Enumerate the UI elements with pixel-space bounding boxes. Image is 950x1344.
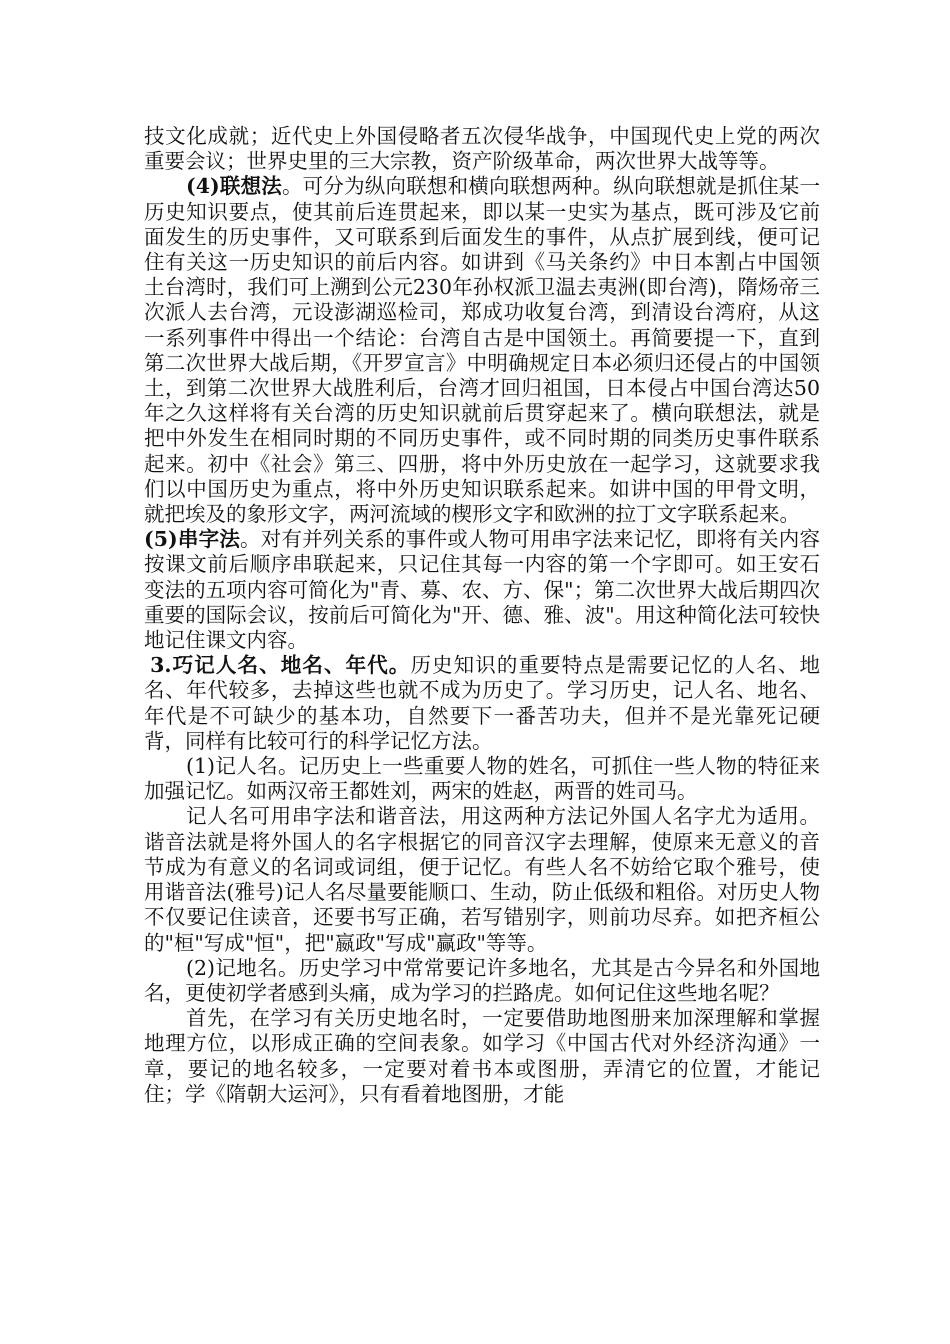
section-heading: (4)联想法 bbox=[186, 174, 282, 199]
paragraph-memorize-place-names bbox=[144, 956, 820, 1006]
paragraph-memorize-person-names bbox=[144, 754, 820, 804]
paragraph-text: 首先，在学习有关历史地名时，一定要借助地图册来加深理解和掌握地理方位，以形成正确的空间表象。如学习《中国古代对外经济沟通》一章，要记的地名较多，一定要对着书本或图册，弄清它的位置，才能记住；学《隋朝大运河》，只有看着地图册，才能 bbox=[144, 1006, 820, 1106]
paragraph-text: 。可分为纵向联想和横向联想两种。纵向联想就是抓住某一历史知识要点，使其前后连贯起来，即以某一史实为基点，既可涉及它前面发生的历史事件，又可联系到后面发生的事件，从点扩展到线，便可记住有关这一历史知识的前后内容。如讲到《马关条约》中日本割占中国领土台湾时，我们可上溯到公元230年孙权派卫温去夷洲(即台湾)，隋炀帝三次派人去台湾，元设澎湖巡检司，郑成功收复台湾，到清设台湾府，从这一系列事件中得出一个结论：台湾自古是中国领土。再简要提一下，直到第二次世界大战后期，《开罗宣言》中明确规定日本必须归还侵占的中国领土，到第二次世界大战胜利后，台湾才回归祖国，日本侵占中国台湾达50年之久这样将有关台湾的历史知识就前后贯穿起来了。横向联想法，就是把中外发生在相同时期的不同历史事件，或不同时期的同类历史事件联系起来。初中《社会》第三、四册，将中外历史放在一起学习，这就要求我们以中国历史为重点，将中外历史知识联系起来。如讲中国的甲骨文明，就把埃及的象形文字，两河流域的楔形文字和欧洲的拉丁文字联系起来。 bbox=[144, 174, 820, 527]
paragraph-string-character-method bbox=[144, 527, 820, 653]
paragraph-memorize-names-places-dates bbox=[144, 653, 820, 754]
section-heading: (5)串字法 bbox=[144, 527, 241, 552]
paragraph-text: (1)记人名。记历史上一些重要人物的姓名，可抓住一些人物的特征来加强记忆。如两汉帝王都姓刘，两宋的姓赵，两晋的姓司马。 bbox=[144, 754, 820, 804]
paragraph-text: 技文化成就；近代史上外国侵略者五次侵华战争，中国现代史上党的两次重要会议；世界史里的三大宗教，资产阶级革命，两次世界大战等等。 bbox=[144, 124, 820, 174]
paragraph-text: 记人名可用串字法和谐音法，用这两种方法记外国人名字尤为适用。谐音法就是将外国人的名字根据它的同音汉字去理解，使原来无意义的音节成为有意义的名词或词组，便于记忆。有些人名不妨给它取个雅号，使用谐音法(雅号)记人名尽量要能顺口、生动，防止低级和粗俗。对历史人物不仅要记住读音，还要书写正确，若写错别字，则前功尽弃。如把齐桓公的"桓"写成"恒"，把"嬴政"写成"赢政"等等。 bbox=[144, 804, 820, 955]
paragraph-text: 历史知识的重要特点是需要记忆的人名、地名、年代较多，去掉这些也就不成为历史了。学习历史，记人名、地名、年代是不可缺少的基本功，自然要下一番苦功夫，但并不是光靠死记硬背，同样有比较可行的科学记忆方法。 bbox=[144, 653, 821, 753]
paragraph-use-atlas bbox=[144, 1006, 820, 1107]
document-body bbox=[144, 124, 820, 1107]
section-heading: 3.巧记人名、地名、年代。 bbox=[150, 653, 411, 678]
paragraph-association-method bbox=[144, 174, 820, 527]
paragraph-text: 。对有并列关系的事件或人物可用串字法来记忆，即将有关内容按课文前后顺序串联起来，只记住其每一内容的第一个字即可。如王安石变法的五项内容可简化为"青、募、农、方、保"；第二次世界大战后期四次重要的国际会议，按前后可简化为"开、德、雅、波"。用这种简化法可较快地记住课文内容。 bbox=[144, 527, 820, 653]
paragraph-continuation bbox=[144, 124, 820, 174]
paragraph-homophone-method bbox=[144, 804, 820, 955]
paragraph-text: (2)记地名。历史学习中常常要记许多地名，尤其是古今异名和外国地名，更使初学者感到头痛，成为学习的拦路虎。如何记住这些地名呢？ bbox=[144, 955, 820, 1005]
